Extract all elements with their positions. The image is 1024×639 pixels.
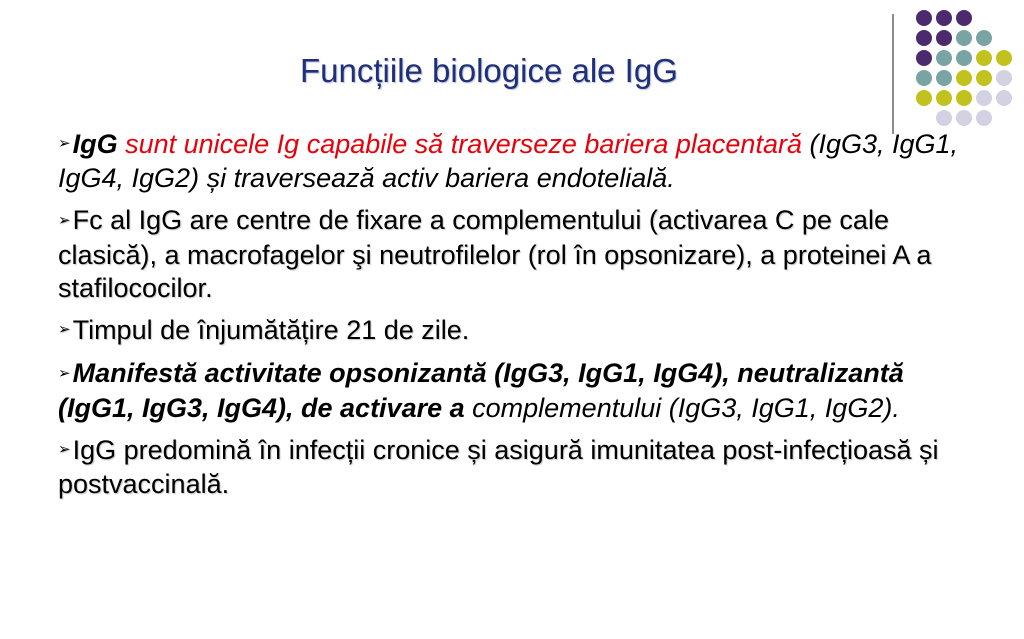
bullet-4-bold-text: Manifestă activitate opsonizantă (IgG3, IgG1, IgG4), neutralizantă (IgG1, IgG3, IgG4), de activare a (58, 358, 904, 423)
bullet-4-rest: complementului (IgG3, IgG1, IgG2). (464, 392, 900, 423)
decor-dot (976, 90, 992, 106)
decor-dot (976, 50, 992, 66)
decor-dot (956, 90, 972, 106)
bullet-item-3 (58, 314, 970, 348)
decor-dot (996, 70, 1012, 86)
bullet-5-text: IgG predomină în infecții cronice și asigură imunitatea post-infecțioasă și postvaccinală. (58, 434, 939, 499)
decor-dot (936, 50, 952, 66)
decor-dot (976, 70, 992, 86)
arrow-bullet-icon: ➢ (58, 135, 71, 153)
decor-dot (936, 30, 952, 46)
bullet-item-2 (58, 204, 970, 304)
slide-title: Funcțiile biologice ale IgG (300, 52, 678, 89)
decor-dot (936, 110, 952, 126)
decor-dot (916, 70, 932, 86)
decor-dot (936, 70, 952, 86)
decor-dot (916, 10, 932, 26)
arrow-bullet-icon: ➢ (58, 440, 71, 458)
bullet-item-1 (58, 128, 970, 195)
vertical-divider-line (892, 14, 894, 134)
bullet-2-text: Fc al IgG are centre de fixare a complementului (activarea C pe cale clasică), a macrofagelor şi neutrofilelor (rol în opsonizare), a proteinei A a stafilococilor. (58, 205, 932, 303)
bullet-1-igg: IgG (72, 129, 118, 159)
decor-dot (936, 90, 952, 106)
arrow-bullet-icon: ➢ (58, 321, 71, 339)
bullet-list (58, 128, 970, 510)
decor-dot (996, 90, 1012, 106)
decor-dot (976, 110, 992, 126)
decor-dot (956, 10, 972, 26)
decor-dot (956, 110, 972, 126)
decor-dot (956, 30, 972, 46)
bullet-item-4 (58, 357, 970, 424)
bullet-1-red-text: sunt unicele Ig capabile să traverseze bariera placentară (117, 129, 802, 159)
decor-dot (936, 10, 952, 26)
bullet-3-text: Timpul de înjumătățire 21 de zile. (72, 314, 470, 345)
decor-dot (916, 90, 932, 106)
arrow-bullet-icon: ➢ (58, 364, 71, 382)
bullet-item-5 (58, 434, 970, 501)
decor-dot (976, 30, 992, 46)
decor-dot (916, 30, 932, 46)
decor-dot (956, 70, 972, 86)
decor-dot (956, 50, 972, 66)
bullet-1-rest: (IgG3, IgG1, IgG4, IgG2) și traversează activ bariera endotelială. (58, 129, 959, 194)
arrow-bullet-icon: ➢ (58, 211, 71, 229)
decor-dot (996, 50, 1012, 66)
decor-dot (916, 50, 932, 66)
